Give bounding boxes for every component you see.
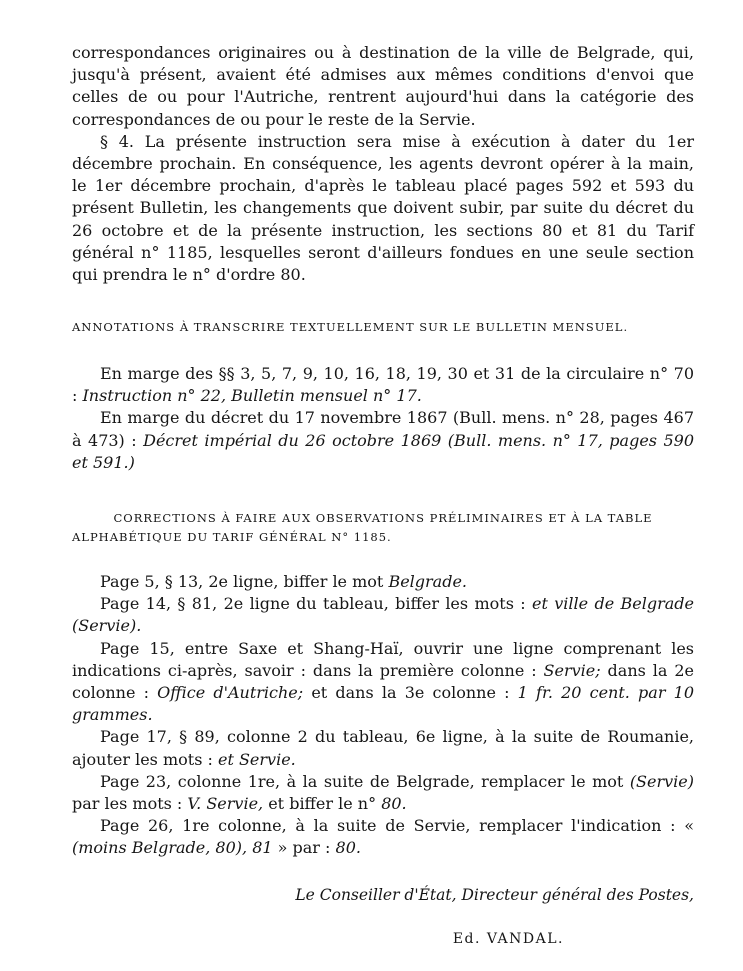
correction-paragraph-1	[72, 571, 694, 593]
signature-name: Ed. VANDAL.	[452, 931, 564, 947]
intro-section	[72, 42, 694, 286]
correction-5-text: Page 23, colonne 1re, à la suite de Belgrade, remplacer le mot	[100, 771, 630, 791]
correction-3-text-3: et dans la 3e colonne :	[303, 683, 518, 703]
correction-6-italic-2: 80.	[335, 838, 361, 858]
correction-5-italic-2: V. Servie,	[187, 794, 264, 814]
correction-4-italic: et Servie.	[217, 749, 296, 769]
intro-paragraph-section-4: § 4. La présente instruction sera mise à exécution à dater du 1er décembre prochain. En conséquence, les agents devront opérer à la main, le 1er décembre prochain, d'après le tableau placé pages 592 et 593 du présent Bulletin, les changements que doivent subir, par suite du décret du 26 octobre et de la présente instruction, les sections 80 et 81 du Tarif général n° 1185, lesquelles seront d'ailleurs fondues en une seule section qui prendra le n° d'ordre 80.	[72, 131, 694, 285]
correction-5-italic-3: 80.	[381, 794, 407, 814]
correction-5-text-3: et biffer le n°	[263, 794, 382, 814]
correction-3-italic-3: 1 fr. 20 cent. par 10 grammes.	[72, 683, 695, 725]
correction-3-text-2: dans la 2e colonne :	[72, 660, 694, 703]
annotation-paragraph-1	[72, 363, 694, 407]
correction-6-italic: (moins Belgrade, 80), 81	[72, 838, 273, 858]
annotations-section	[72, 363, 694, 474]
correction-paragraph-2	[72, 593, 694, 637]
signature-title: Le Conseiller d'État, Directeur général des Postes,	[295, 886, 694, 904]
correction-paragraph-6	[72, 815, 694, 859]
annotation-1-text: En marge des §§ 3, 5, 7, 9, 10, 16, 18, 19, 30 et 31 de la circulaire n° 70 :	[72, 364, 694, 406]
correction-3-text: Page 15, entre Saxe et Shang-Haï, ouvrir une ligne comprenant les indications ci-après, savoir : dans la première colonne :	[72, 638, 694, 680]
correction-1-text: Page 5, § 13, 2e ligne, biffer le mot	[100, 572, 389, 591]
correction-paragraph-4	[72, 726, 694, 770]
correction-2-text: Page 14, § 81, 2e ligne du tableau, biffer les mots :	[100, 594, 532, 614]
correction-3-italic-2: Office d'Autriche;	[157, 683, 304, 703]
corrections-section	[72, 571, 694, 860]
correction-4-text: Page 17, § 89, colonne 2 du tableau, 6e ligne, à la suite de Roumanie, ajouter les mots :	[72, 727, 694, 769]
correction-paragraph-5	[72, 771, 694, 815]
annotation-1-italic: Instruction n° 22, Bulletin mensuel n° 17.	[82, 386, 422, 406]
annotation-paragraph-2	[72, 407, 694, 474]
correction-paragraph-3	[72, 638, 694, 727]
intro-paragraph-1: correspondances originaires ou à destination de la ville de Belgrade, qui, jusqu'à présent, avaient été admises aux mêmes conditions d'envoi que celles de ou pour l'Autriche, rentrent aujourd'hui dans la catégorie des correspondances de ou pour le reste de la Servie.	[72, 43, 694, 129]
correction-2-italic: et ville de Belgrade (Servie).	[72, 594, 694, 636]
correction-6-text: Page 26, 1re colonne, à la suite de Servie, remplacer l'indication : «	[100, 816, 694, 836]
annotation-2-text: En marge du décret du 17 novembre 1867 (Bull. mens. n° 28, pages 467 à 473) :	[72, 408, 694, 450]
correction-1-italic: Belgrade.	[388, 572, 468, 591]
annotation-2-italic: Décret impérial du 26 octobre 1869 (Bull. mens. n° 17, pages 590 et 591.)	[72, 430, 695, 472]
correction-3-italic-1: Servie;	[543, 660, 601, 680]
corrections-heading: CORRECTIONS À FAIRE AUX OBSERVATIONS PRÉLIMINAIRES ET À LA TABLE ALPHABÉTIQUE DU TARIF GÉNÉRAL N° 1185.	[72, 511, 653, 544]
correction-5-text-2: par les mots :	[72, 794, 188, 814]
correction-5-italic-1: (Servie)	[629, 771, 694, 791]
annotations-heading: ANNOTATIONS À TRANSCRIRE TEXTUELLEMENT SUR LE BULLETIN MENSUEL.	[72, 320, 629, 334]
correction-6-text-2: » par :	[272, 838, 336, 858]
